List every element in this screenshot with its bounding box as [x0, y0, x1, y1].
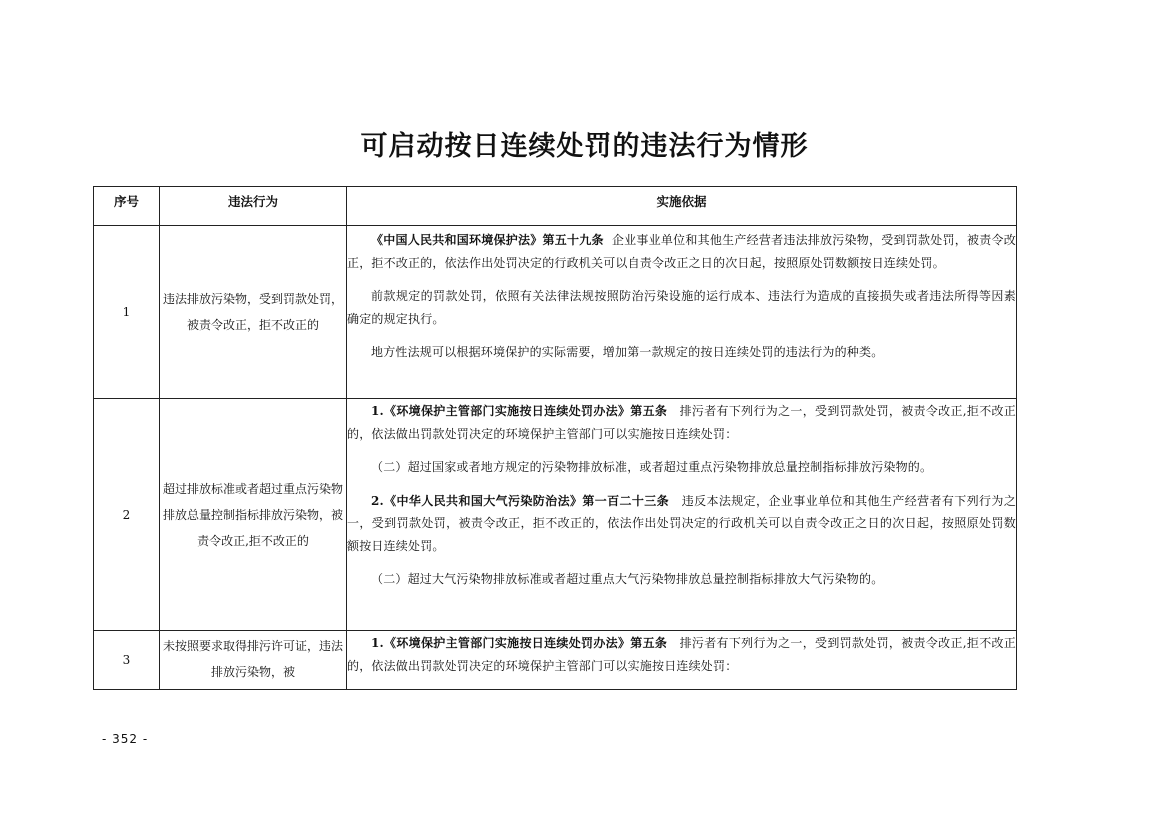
- row-violation: 违法排放污染物，受到罚款处罚，被责令改正，拒不改正的: [160, 226, 347, 399]
- header-violation: 违法行为: [160, 187, 347, 226]
- basis-paragraph: [347, 632, 1016, 677]
- law-text: 排污者有下列行为之一，受到罚款处罚，被责令改正,拒不改正的，依法做出罚款处罚决定的环境保护主管部门可以实施按日连续处罚：: [347, 404, 1017, 441]
- basis-paragraph: [347, 341, 1016, 364]
- row-basis: [347, 399, 1017, 631]
- row-seq: 3: [94, 631, 160, 690]
- law-reference: 《中国人民共和国环境保护法》第五十九条: [371, 233, 604, 247]
- table-header-row: [94, 187, 1017, 226]
- row-seq: 2: [94, 399, 160, 631]
- law-text: （二）超过大气污染物排放标准或者超过重点大气污染物排放总量控制指标排放大气污染物的。: [371, 572, 884, 586]
- row-basis: [347, 226, 1017, 399]
- table-row: [94, 226, 1017, 399]
- law-text: 地方性法规可以根据环境保护的实际需要，增加第一款规定的按日连续处罚的违法行为的种类。: [371, 345, 884, 359]
- basis-paragraph: [347, 400, 1016, 445]
- basis-paragraph: [347, 456, 1016, 479]
- law-reference: 2.《中华人民共和国大气污染防治法》第一百二十三条: [371, 493, 670, 508]
- page-title: 可启动按日连续处罚的违法行为情形: [360, 131, 809, 162]
- violation-table: [93, 186, 1017, 690]
- law-text: 排污者有下列行为之一，受到罚款处罚，被责令改正,拒不改正的，依法做出罚款处罚决定的环境保护主管部门可以实施按日连续处罚：: [347, 636, 1017, 673]
- table-row: [94, 631, 1017, 690]
- law-text: 违反本法规定，企业事业单位和其他生产经营者有下列行为之一，受到罚款处罚，被责令改正，拒不改正的，依法作出处罚决定的行政机关可以自责令改正之日的次日起，按照原处罚数额按日连续处罚。: [347, 493, 1017, 553]
- basis-paragraph: [347, 229, 1016, 274]
- table-row: [94, 399, 1017, 631]
- law-text: （二）超过国家或者地方规定的污染物排放标准，或者超过重点污染物排放总量控制指标排放污染物的。: [371, 460, 933, 474]
- row-seq: 1: [94, 226, 160, 399]
- row-violation: 超过排放标准或者超过重点污染物排放总量控制指标排放污染物，被责令改正,拒不改正的: [160, 399, 347, 631]
- law-reference: 1.《环境保护主管部门实施按日连续处罚办法》第五条: [371, 636, 668, 650]
- law-text: 前款规定的罚款处罚，依照有关法律法规按照防治污染设施的运行成本、违法行为造成的直接损失或者违法所得等因素确定的规定执行。: [347, 289, 1016, 326]
- law-reference: 1.《环境保护主管部门实施按日连续处罚办法》第五条: [371, 404, 668, 418]
- basis-paragraph: [347, 285, 1016, 330]
- law-text: 企业事业单位和其他生产经营者违法排放污染物，受到罚款处罚，被责令改正，拒不改正的，依法作出处罚决定的行政机关可以自责令改正之日的次日起，按照原处罚数额按日连续处罚。: [347, 233, 1016, 270]
- row-violation: 未按照要求取得排污许可证，违法排放污染物，被: [160, 631, 347, 690]
- header-seq: 序号: [94, 187, 160, 226]
- basis-paragraph: [347, 568, 1016, 591]
- header-basis: 实施依据: [347, 187, 1017, 226]
- page-number: - 352 -: [102, 732, 149, 746]
- row-basis: [347, 631, 1017, 690]
- basis-paragraph: [347, 490, 1016, 558]
